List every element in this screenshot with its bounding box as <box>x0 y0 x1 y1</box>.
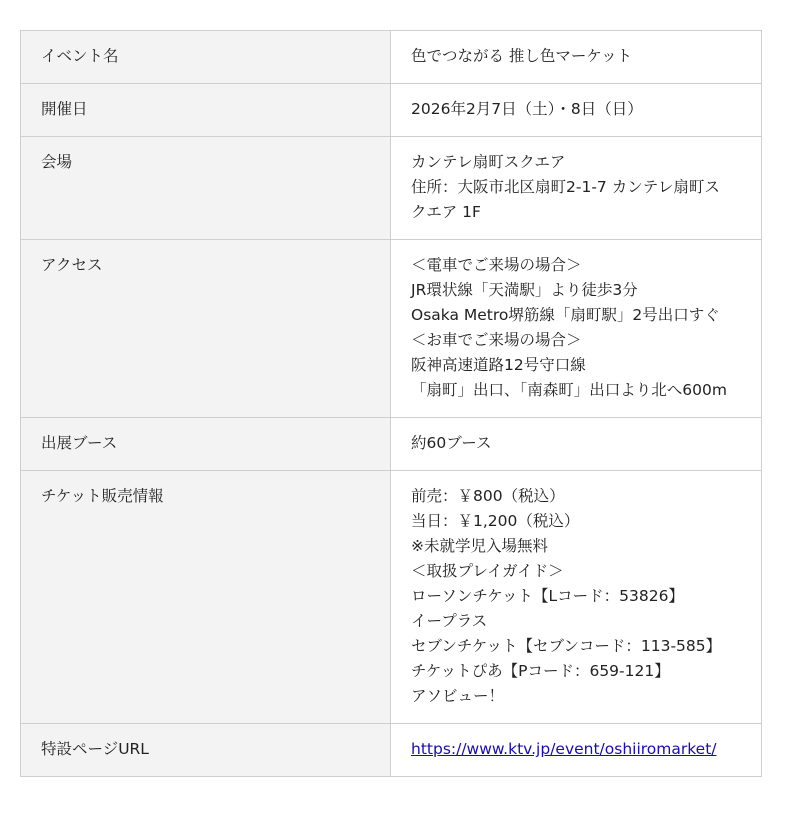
event-info-table <box>20 30 762 777</box>
table-row <box>21 724 762 777</box>
ticket-line: 当日：￥1,200（税込） <box>411 512 580 530</box>
ticket-line: チケットぴあ【Pコード：659-121】 <box>411 662 670 680</box>
access-line: Osaka Metro堺筋線「扇町駅」2号出口すぐ <box>411 306 720 324</box>
venue-address-text: 住所：大阪市北区扇町2-1-7 カンテレ扇町スクエア 1F <box>411 178 720 221</box>
ticket-line: ※未就学児入場無料 <box>411 537 548 555</box>
table-row <box>21 31 762 84</box>
table-row <box>21 84 762 137</box>
row-label-booths: 出展ブース <box>21 418 391 471</box>
access-line: ＜お車でご来場の場合＞ <box>411 331 582 349</box>
row-value-tickets <box>391 471 762 724</box>
date-text: 2026年2月7日（土）・8日（日） <box>411 100 643 118</box>
row-label-access: アクセス <box>21 240 391 418</box>
row-label-venue: 会場 <box>21 137 391 240</box>
row-value-date <box>391 84 762 137</box>
row-label-date: 開催日 <box>21 84 391 137</box>
ticket-line: ＜取扱プレイガイド＞ <box>411 562 564 580</box>
row-value-venue <box>391 137 762 240</box>
row-value-event-name <box>391 31 762 84</box>
table-row <box>21 471 762 724</box>
ticket-line: 前売：￥800（税込） <box>411 487 565 505</box>
ticket-line: ローソンチケット【Lコード：53826】 <box>411 587 684 605</box>
access-line: JR環状線「天満駅」より徒歩3分 <box>411 281 638 299</box>
row-label-event-name: イベント名 <box>21 31 391 84</box>
access-line: 阪神高速道路12号守口線 <box>411 356 586 374</box>
row-label-special-page-url: 特設ページURL <box>21 724 391 777</box>
access-line: 「扇町」出口、「南森町」出口より北へ600m <box>411 381 727 399</box>
event-name-text: 色でつながる 推し色マーケット <box>411 47 633 65</box>
table-row <box>21 418 762 471</box>
row-value-booths <box>391 418 762 471</box>
access-line: ＜電車でご来場の場合＞ <box>411 256 582 274</box>
row-label-tickets: チケット販売情報 <box>21 471 391 724</box>
ticket-line: セブンチケット【セブンコード：113-585】 <box>411 637 722 655</box>
row-value-special-page-url <box>391 724 762 777</box>
ticket-line: イープラス <box>411 612 488 630</box>
booths-text: 約60ブース <box>411 434 492 452</box>
table-row <box>21 240 762 418</box>
venue-name-text: カンテレ扇町スクエア <box>411 153 566 171</box>
row-value-access <box>391 240 762 418</box>
table-row <box>21 137 762 240</box>
special-page-link[interactable]: https://www.ktv.jp/event/oshiiromarket/ <box>411 740 717 758</box>
ticket-line: アソビュー！ <box>411 687 505 705</box>
